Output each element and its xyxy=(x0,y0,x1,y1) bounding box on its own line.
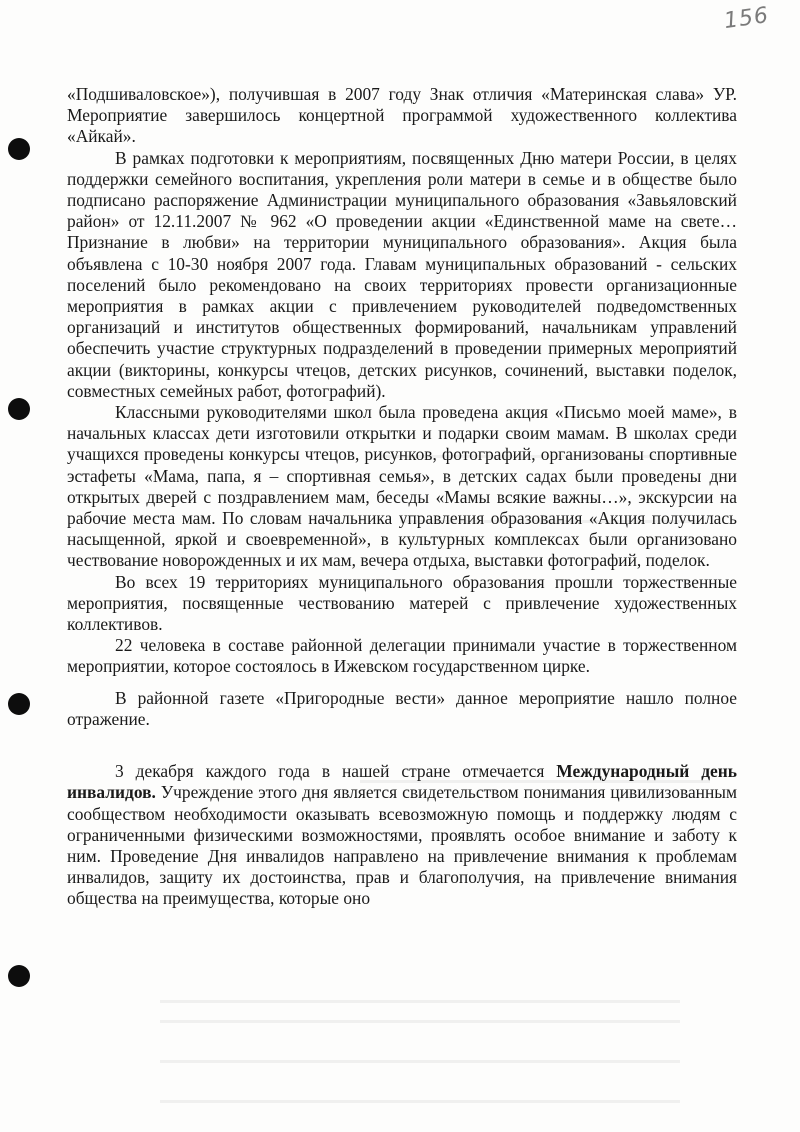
punch-hole-mark xyxy=(8,693,30,715)
document-body xyxy=(67,84,737,910)
paragraph: «Подшиваловское»), получившая в 2007 году Знак отличия «Материнская слава» УР. Мероприятие завершилось концертной программой художественного коллектива «Айкай». xyxy=(67,84,737,147)
page-number: 156 xyxy=(722,2,771,35)
show-through-line xyxy=(160,1060,680,1063)
show-through-line xyxy=(160,1020,680,1023)
spacer xyxy=(67,678,737,688)
punch-hole-mark xyxy=(8,398,30,420)
paragraph-rest: Учреждение этого дня является свидетельством понимания цивилизованным сообществом необходимости оказывать всевозможную помощь и поддержку людям с ограниченными физическими возможностями, проявлять особое внимание и заботу к ним. Проведение Дня инвалидов направлено на привлечение внимания к проблемам инвалидов, защиту их достоинства, прав и благополучия, на привлечение внимания общества на преимущества, которые оно xyxy=(67,782,737,909)
holiday-name: Международный день инвалидов. xyxy=(67,761,737,803)
show-through-line xyxy=(160,1100,680,1103)
paragraph: В районной газете «Пригородные вести» данное мероприятие нашло полное отражение. xyxy=(67,687,737,729)
paragraph: Классными руководителями школ была проведена акция «Письмо моей маме», в начальных классах дети изготовили открытки и подарки своим мамам. В школах среди учащихся проведены конкурсы чтецов, рисунков, фотографий, организованы спортивные эстафеты «Мама, папа, я – спортивная семья», в детских садах были проведены дни открытых дверей с поздравлением мам, беседы «Мамы всякие важны…», экскурсии на рабочие места мам. По словам начальника управления образования «Акция получилась насыщенной, яркой и своевременной», в культурных комплексах были организовано чествование новорожденных и их мам, вечера отдыха, выставки фотографий, поделок. xyxy=(67,402,737,571)
spacer xyxy=(67,730,737,761)
show-through-line xyxy=(160,1000,680,1003)
punch-hole-mark xyxy=(8,138,30,160)
paragraph-lead: 3 декабря каждого года в нашей стране отмечается xyxy=(115,761,557,782)
punch-hole-mark xyxy=(8,965,30,987)
paragraph: Во всех 19 территориях муниципального образования прошли торжественные мероприятия, посвященные чествованию матерей с привлечение художественных коллективов. xyxy=(67,571,737,635)
paragraph: 22 человека в составе районной делегации принимали участие в торжественном мероприятии, которое состоялось в Ижевском государственном цирке. xyxy=(67,635,737,677)
paragraph-disability-day xyxy=(67,761,737,909)
paragraph: В рамках подготовки к мероприятиям, посвященных Дню матери России, в целях поддержки семейного воспитания, укрепления роли матери в семье и в обществе было подписано распоряжение Администрации муниципального образования «Завьяловский район» от 12.11.2007 № 962 «О проведении акции «Единственной маме на свете… Признание в любви» на территории муниципального образования». Акция была объявлена с 10-30 ноября 2007 года. Главам муниципальных образований - сельских поселений было рекомендовано на своих территориях провести организационные мероприятия в рамках акции с привлечением руководителей подведомственных организаций и институтов общественных формирований, начальникам управлений обеспечить участие структурных подразделений в проведении примерных мероприятий акции (викторины, конкурсы чтецов, детских рисунков, сочинений, выставки поделок, совместных семейных работ, фотографий). xyxy=(67,147,737,401)
